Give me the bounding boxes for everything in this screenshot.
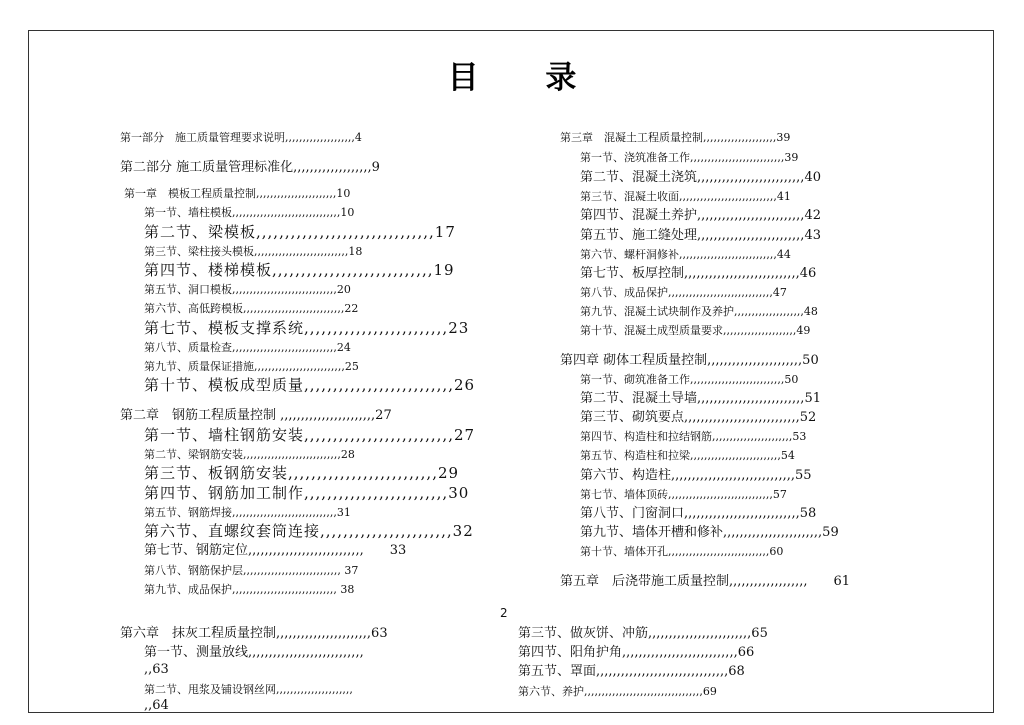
page-title: 目 录: [447, 60, 605, 96]
page-number: 2: [500, 606, 508, 620]
toc-entry-continuation[interactable]: ,,64: [144, 698, 169, 713]
toc-entry[interactable]: 第六章 抹灰工程质量控制,,,,,,,,,,,,,,,,,,,,,,,63: [120, 626, 388, 641]
toc-entry-continuation[interactable]: ,,63: [144, 662, 169, 677]
toc-entry[interactable]: 第三节、梁柱接头模板,,,,,,,,,,,,,,,,,,,,,,,,,,,18: [144, 245, 363, 258]
toc-entry[interactable]: 第六节、养护,,,,,,,,,,,,,,,,,,,,,,,,,,,,,,,,,,69: [518, 685, 717, 698]
toc-entry[interactable]: 第九节、混凝土试块制作及养护,,,,,,,,,,,,,,,,,,,,48: [580, 305, 818, 318]
toc-entry[interactable]: 第四节、楼梯模板,,,,,,,,,,,,,,,,,,,,,,,,,,,,19: [144, 261, 455, 279]
toc-entry[interactable]: 第三节、做灰饼、冲筋,,,,,,,,,,,,,,,,,,,,,,,,,65: [518, 626, 768, 641]
toc-entry[interactable]: 第二节、甩浆及铺设钢丝网,,,,,,,,,,,,,,,,,,,,,,: [144, 683, 353, 696]
toc-entry[interactable]: 第八节、钢筋保护层,,,,,,,,,,,,,,,,,,,,,,,,,,,, 37: [144, 564, 359, 577]
toc-entry[interactable]: 第五节、钢筋焊接,,,,,,,,,,,,,,,,,,,,,,,,,,,,,,31: [144, 506, 351, 519]
toc-entry[interactable]: 第四节、构造柱和拉结钢筋,,,,,,,,,,,,,,,,,,,,,,,53: [580, 430, 807, 443]
toc-entry[interactable]: 第二节、混凝土导墙,,,,,,,,,,,,,,,,,,,,,,,,,,51: [580, 391, 821, 406]
toc-entry[interactable]: 第十节、混凝土成型质量要求,,,,,,,,,,,,,,,,,,,,,49: [580, 324, 811, 337]
toc-entry[interactable]: 第十节、模板成型质量,,,,,,,,,,,,,,,,,,,,,,,,,,26: [144, 376, 476, 394]
toc-entry[interactable]: 第一部分 施工质量管理要求说明,,,,,,,,,,,,,,,,,,,,4: [120, 131, 362, 144]
toc-entry[interactable]: 第十节、墙体开孔,,,,,,,,,,,,,,,,,,,,,,,,,,,,,60: [580, 545, 784, 558]
toc-entry[interactable]: 第七节、墙体顶砖,,,,,,,,,,,,,,,,,,,,,,,,,,,,,,57: [580, 488, 787, 501]
toc-entry[interactable]: 第五节、洞口模板,,,,,,,,,,,,,,,,,,,,,,,,,,,,,,20: [144, 283, 351, 296]
toc-entry[interactable]: 第二部分 施工质量管理标准化,,,,,,,,,,,,,,,,,,,9: [120, 160, 380, 175]
toc-entry[interactable]: 第一节、墙柱模板,,,,,,,,,,,,,,,,,,,,,,,,,,,,,,,10: [144, 206, 355, 219]
toc-entry[interactable]: 第五章 后浇带施工质量控制,,,,,,,,,,,,,,,,,,, 61: [560, 574, 851, 589]
toc-entry[interactable]: 第二章 钢筋工程质量控制 ,,,,,,,,,,,,,,,,,,,,,,,27: [120, 408, 392, 423]
toc-entry[interactable]: 第七节、模板支撑系统,,,,,,,,,,,,,,,,,,,,,,,,,23: [144, 319, 470, 337]
toc-entry[interactable]: 第七节、钢筋定位,,,,,,,,,,,,,,,,,,,,,,,,,,,, 33: [144, 543, 407, 558]
toc-entry[interactable]: 第三节、板钢筋安装,,,,,,,,,,,,,,,,,,,,,,,,,,29: [144, 464, 460, 482]
toc-entry[interactable]: 第一节、浇筑准备工作,,,,,,,,,,,,,,,,,,,,,,,,,,,39: [580, 151, 799, 164]
toc-entry[interactable]: 第九节、墙体开槽和修补,,,,,,,,,,,,,,,,,,,,,,,,59: [580, 525, 839, 540]
toc-entry[interactable]: 第九节、成品保护,,,,,,,,,,,,,,,,,,,,,,,,,,,,,, 38: [144, 583, 355, 596]
toc-entry[interactable]: 第四节、混凝土养护,,,,,,,,,,,,,,,,,,,,,,,,,,42: [580, 208, 821, 223]
toc-entry[interactable]: 第一节、墙柱钢筋安装,,,,,,,,,,,,,,,,,,,,,,,,,,27: [144, 426, 476, 444]
toc-entry[interactable]: 第三章 混凝土工程质量控制,,,,,,,,,,,,,,,,,,,,,39: [560, 131, 791, 144]
toc-entry[interactable]: 第八节、质量检查,,,,,,,,,,,,,,,,,,,,,,,,,,,,,,24: [144, 341, 351, 354]
toc-entry[interactable]: 第四节、阳角护角,,,,,,,,,,,,,,,,,,,,,,,,,,,,66: [518, 645, 755, 660]
toc-entry[interactable]: 第三节、混凝土收面,,,,,,,,,,,,,,,,,,,,,,,,,,,,41: [580, 190, 791, 203]
toc-entry[interactable]: 第二节、梁模板,,,,,,,,,,,,,,,,,,,,,,,,,,,,,,,17: [144, 223, 456, 241]
toc-entry[interactable]: 第六节、螺杆洞修补,,,,,,,,,,,,,,,,,,,,,,,,,,,,44: [580, 248, 791, 261]
toc-entry[interactable]: 第一节、砌筑准备工作,,,,,,,,,,,,,,,,,,,,,,,,,,,50: [580, 373, 799, 386]
toc-entry[interactable]: 第八节、成品保护,,,,,,,,,,,,,,,,,,,,,,,,,,,,,,47: [580, 286, 787, 299]
toc-entry[interactable]: 第六节、构造柱,,,,,,,,,,,,,,,,,,,,,,,,,,,,,,55: [580, 468, 812, 483]
toc-entry[interactable]: 第一节、测量放线,,,,,,,,,,,,,,,,,,,,,,,,,,,,: [144, 645, 364, 660]
toc-entry[interactable]: 第四章 砌体工程质量控制,,,,,,,,,,,,,,,,,,,,,,,50: [560, 353, 819, 368]
toc-entry[interactable]: 第八节、门窗洞口,,,,,,,,,,,,,,,,,,,,,,,,,,,,58: [580, 506, 817, 521]
toc-entry[interactable]: 第四节、钢筋加工制作,,,,,,,,,,,,,,,,,,,,,,,,,30: [144, 484, 470, 502]
toc-entry[interactable]: 第三节、砌筑要点,,,,,,,,,,,,,,,,,,,,,,,,,,,,52: [580, 410, 817, 425]
toc-entry[interactable]: 第七节、板厚控制,,,,,,,,,,,,,,,,,,,,,,,,,,,,46: [580, 266, 817, 281]
toc-entry[interactable]: 第五节、罩面,,,,,,,,,,,,,,,,,,,,,,,,,,,,,,,,68: [518, 664, 745, 679]
toc-entry[interactable]: 第二节、梁钢筋安装,,,,,,,,,,,,,,,,,,,,,,,,,,,,28: [144, 448, 355, 461]
toc-entry[interactable]: 第六节、直螺纹套筒连接,,,,,,,,,,,,,,,,,,,,,,,32: [144, 522, 474, 540]
toc-entry[interactable]: 第五节、构造柱和拉梁,,,,,,,,,,,,,,,,,,,,,,,,,,54: [580, 449, 795, 462]
toc-entry[interactable]: 第二节、混凝土浇筑,,,,,,,,,,,,,,,,,,,,,,,,,,40: [580, 170, 821, 185]
toc-entry[interactable]: 第九节、质量保证措施,,,,,,,,,,,,,,,,,,,,,,,,,,25: [144, 360, 359, 373]
toc-entry[interactable]: 第五节、施工缝处理,,,,,,,,,,,,,,,,,,,,,,,,,,43: [580, 228, 821, 243]
toc-entry[interactable]: 第一章 模板工程质量控制,,,,,,,,,,,,,,,,,,,,,,,10: [124, 187, 351, 200]
toc-entry[interactable]: 第六节、高低跨模板,,,,,,,,,,,,,,,,,,,,,,,,,,,,,22: [144, 302, 359, 315]
